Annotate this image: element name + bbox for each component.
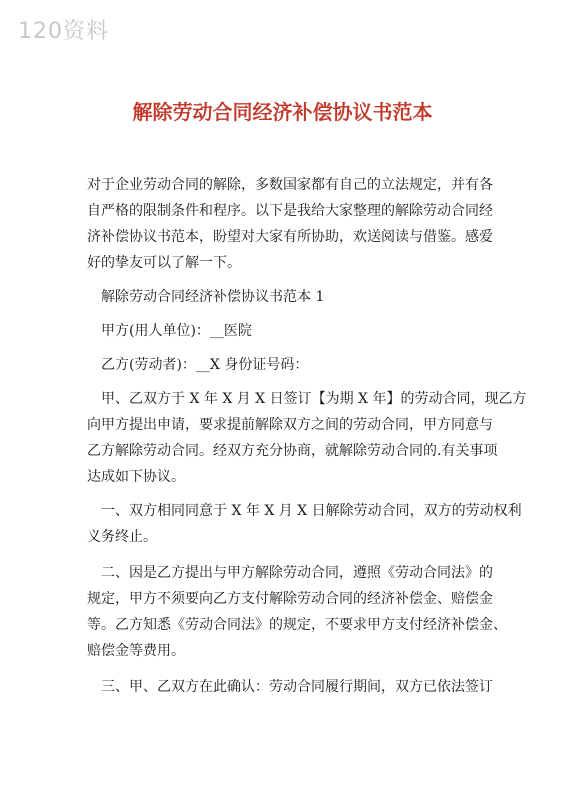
text-line: 一、双方相同同意于 X 年 X 月 X 日解除劳动合同，双方的劳动权利 bbox=[101, 503, 522, 519]
text-line: 达成如下协议。 bbox=[87, 469, 185, 485]
text-line: 对于企业劳动合同的解除，多数国家都有自己的立法规定，并有各 bbox=[87, 177, 493, 193]
text-line: 好的挚友可以了解一下。 bbox=[87, 255, 241, 271]
clause-3-paragraph bbox=[87, 674, 493, 700]
text-line: 规定，甲方不须要向乙方支付解除劳动合同的经济补偿金、赔偿金 bbox=[87, 591, 493, 607]
text-line: 向甲方提出申请，要求提前解除双方之间的劳动合同，甲方同意与 bbox=[87, 417, 493, 433]
text-line: 三、甲、乙双方在此确认：劳动合同履行期间，双方已依法签订 bbox=[101, 679, 493, 695]
document-body bbox=[87, 172, 527, 708]
text-line: 二、因是乙方提出与甲方解除劳动合同，遵照《劳动合同法》的 bbox=[101, 565, 493, 581]
section-heading: 解除劳动合同经济补偿协议书范本 1 bbox=[101, 289, 325, 305]
text-line: 等。乙方知悉《劳动合同法》的规定，不要求甲方支付经济补偿金、 bbox=[87, 617, 507, 633]
clause-1-paragraph bbox=[87, 498, 522, 550]
document-title: 解除劳动合同经济补偿协议书范本 bbox=[132, 100, 433, 124]
text-line: 乙方解除劳动合同。经双方充分协商，就解除劳动合同的.有关事项 bbox=[87, 443, 498, 459]
text-line: 赔偿金等费用。 bbox=[87, 643, 185, 659]
party-b-line: 乙方(劳动者)：__X 身份证号码： bbox=[101, 357, 309, 373]
text-line: 义务终止。 bbox=[87, 529, 157, 545]
text-line: 甲、乙双方于 X 年 X 月 X 日签订【为期 X 年】的劳动合同，现乙方 bbox=[101, 391, 527, 407]
party-a-line: 甲方(用人单位)：__医院 bbox=[101, 323, 252, 339]
text-line: 济补偿协议书范本，盼望对大家有所协助，欢送阅读与借鉴。感爱 bbox=[87, 229, 493, 245]
text-line: 自严格的限制条件和程序。以下是我给大家整理的解除劳动合同经 bbox=[87, 203, 493, 219]
intro-paragraph bbox=[87, 172, 493, 276]
preamble-paragraph bbox=[87, 386, 527, 490]
clause-2-paragraph bbox=[87, 560, 507, 664]
watermark-logo: 120资料 bbox=[18, 19, 109, 44]
